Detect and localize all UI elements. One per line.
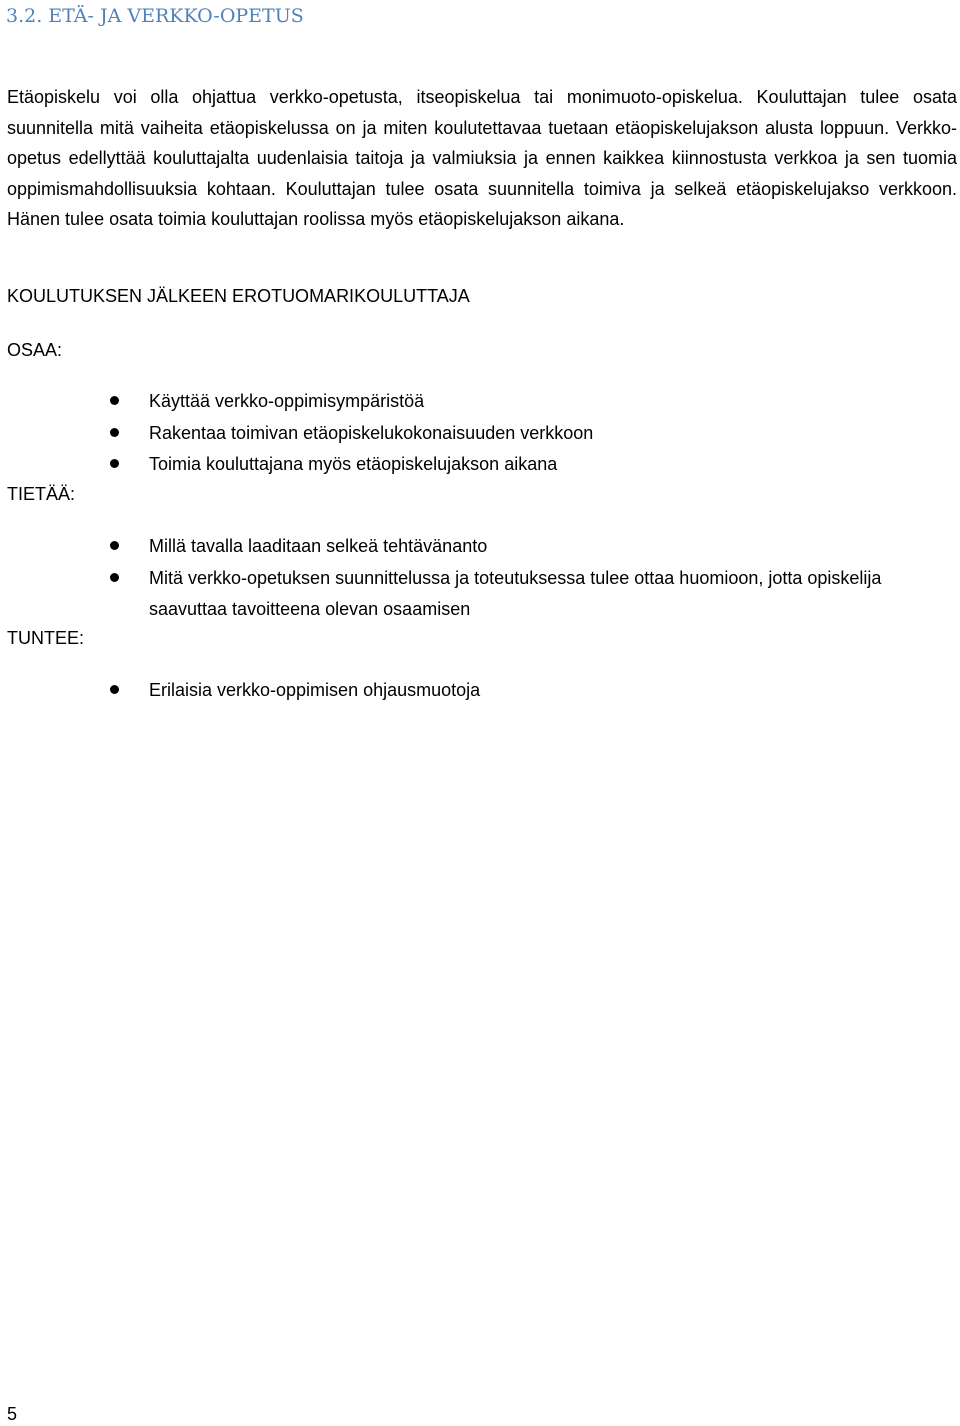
list-item-text: Toimia kouluttajana myös etäopiskelujakson aikana	[149, 454, 558, 474]
osaa-label: OSAA:	[7, 340, 63, 360]
bullet-icon	[110, 428, 119, 437]
list-item	[110, 418, 910, 449]
intro-paragraph: Etäopiskelu voi olla ohjattua verkko-opetusta, itseopiskelua tai monimuoto-opiskelua. Kouluttajan tulee osata suunnitella mitä vaiheita etäopiskelussa on ja miten koulutettavaa tuetaan etäopiskelujakson alusta loppuun. Verkko-opetus edellyttää kouluttajalta uudenlaisia taitoja ja valmiuksia ja ennen kaikkea kiinnostusta verkkoa ja sen tuomia oppimismahdollisuuksia kohtaan. Kouluttajan tulee osata suunnitella toimiva ja selkeä etäopiskelujakso verkkoon. Hänen tulee osata toimia kouluttajan roolissa myös etäopiskelujakson aikana.	[7, 87, 957, 230]
list-item	[110, 563, 910, 625]
tuntee-label: TUNTEE:	[7, 628, 85, 648]
list-item	[110, 386, 910, 417]
bullet-icon	[110, 685, 119, 694]
list-item	[110, 449, 910, 480]
bullet-icon	[110, 396, 119, 405]
tietaa-label: TIETÄÄ:	[7, 484, 76, 504]
bullet-icon	[110, 573, 119, 582]
outcomes-title: KOULUTUKSEN JÄLKEEN EROTUOMARIKOULUTTAJA	[7, 286, 470, 306]
list-item	[110, 531, 910, 562]
bullet-icon	[110, 459, 119, 468]
list-item	[110, 675, 910, 706]
page-number: 5	[7, 1404, 18, 1424]
list-item-text: Käyttää verkko-oppimisympäristöä	[149, 391, 425, 411]
list-item-text: Rakentaa toimivan etäopiskelukokonaisuuden verkkoon	[149, 423, 594, 443]
list-item-text: Mitä verkko-opetuksen suunnittelussa ja toteutuksessa tulee ottaa huomioon, jotta opiskelija saavuttaa tavoitteena olevan osaamisen	[149, 568, 882, 619]
list-item-text: Millä tavalla laaditaan selkeä tehtävänanto	[149, 536, 488, 556]
bullet-icon	[110, 541, 119, 550]
section-heading: 3.2. ETÄ- JA VERKKO-OPETUS	[6, 5, 304, 27]
list-item-text: Erilaisia verkko-oppimisen ohjausmuotoja	[149, 680, 481, 700]
